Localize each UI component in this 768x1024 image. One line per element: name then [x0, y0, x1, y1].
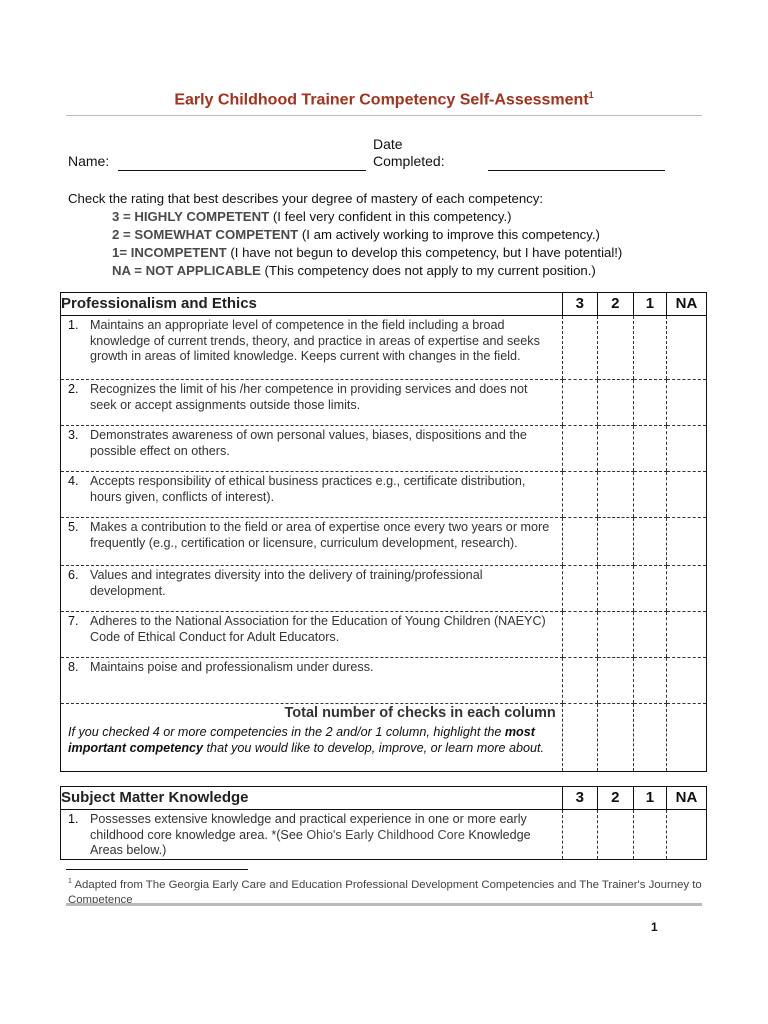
- instruction-text: Check the rating that best describes your degree of mastery of each competency:: [68, 191, 544, 206]
- name-field[interactable]: [118, 170, 366, 171]
- check-cell-1[interactable]: [633, 658, 666, 704]
- subject-matter-table: [60, 786, 707, 860]
- title-divider: [66, 115, 702, 116]
- competency-text: Values and integrates diversity into the delivery of training/professional development.: [90, 568, 483, 598]
- check-cell-3[interactable]: [562, 472, 597, 518]
- rating-2: 2 = SOMEWHAT COMPETENT (I am actively working to improve this competency.): [112, 227, 600, 242]
- check-cell-1[interactable]: [633, 612, 666, 658]
- col-header-3: 3: [562, 293, 597, 316]
- competency-text: Demonstrates awareness of own personal values, biases, dispositions and the possible effect on others.: [90, 428, 527, 458]
- check-cell-3[interactable]: [562, 518, 597, 566]
- table-row: 6. Values and integrates diversity into the delivery of training/professional development.: [61, 566, 707, 612]
- check-cell-2[interactable]: [597, 472, 633, 518]
- footnote: $^1$ Adapted from The Georgia Early Care and Education Professional Development Competencies and The Trainer's Journey to Competence: [68, 878, 702, 906]
- check-cell-3[interactable]: [562, 426, 597, 472]
- page-number: 1: [651, 920, 658, 934]
- check-cell-2[interactable]: [597, 566, 633, 612]
- check-cell-na[interactable]: [666, 810, 706, 860]
- professionalism-ethics-table: [60, 292, 707, 772]
- table-row: 8. Maintains poise and professionalism under duress.: [61, 658, 707, 704]
- check-cell-na[interactable]: [666, 472, 706, 518]
- date-label: Date: [373, 136, 403, 152]
- competency-text: Makes a contribution to the field or area of expertise once every two years or more frequently (e.g., certification or licensure, curriculum development, research).: [90, 520, 550, 550]
- check-cell-1[interactable]: [633, 426, 666, 472]
- competency-text: Possesses extensive knowledge and practical experience in one or more early childhood core knowledge area. *(See Ohio's Early Childhood Core Knowledge Areas below.): [90, 812, 531, 858]
- title-footnote-marker: 1: [588, 90, 594, 100]
- check-cell-2[interactable]: [597, 658, 633, 704]
- check-cell-1[interactable]: [633, 518, 666, 566]
- competency-text: Adheres to the National Association for the Education of Young Children (NAEYC) Code of Ethical Conduct for Adult Educators.: [90, 614, 546, 644]
- total-cell-3[interactable]: [562, 704, 597, 772]
- check-cell-2[interactable]: [597, 380, 633, 426]
- table-row: 4. Accepts responsibility of ethical business practices e.g., certificate distribution, hours given, conflicts of interest).: [61, 472, 707, 518]
- table-row: 1. Possesses extensive knowledge and practical experience in one or more early childhood core knowledge area. *(See Ohio's Early Childhood Core Knowledge Areas below.): [61, 810, 707, 860]
- total-cell-na[interactable]: [666, 704, 706, 772]
- total-row: [61, 704, 707, 772]
- competency-text: Maintains poise and professionalism under duress.: [90, 660, 374, 674]
- col-header-na: NA: [666, 293, 706, 316]
- check-cell-2[interactable]: [597, 810, 633, 860]
- competency-text: Accepts responsibility of ethical business practices e.g., certificate distribution, hours given, conflicts of interest).: [90, 474, 526, 504]
- check-cell-3[interactable]: [562, 316, 597, 380]
- col-header-1: 1: [633, 787, 666, 810]
- highlight-instruction: If you checked 4 or more competencies in the 2 and/or 1 column, highlight the most important competency that you would like to develop, improve, or learn more about.: [68, 724, 544, 755]
- rating-na: NA = NOT APPLICABLE (This competency does not apply to my current position.): [112, 263, 596, 278]
- check-cell-na[interactable]: [666, 518, 706, 566]
- table-row: 5. Makes a contribution to the field or area of expertise once every two years or more frequently (e.g., certification or licensure, curriculum development, research).: [61, 518, 707, 566]
- table-row: 2. Recognizes the limit of his /her competence in providing services and does not seek or accept assignments outside those limits.: [61, 380, 707, 426]
- name-label: Name:: [68, 153, 110, 169]
- col-header-2: 2: [597, 293, 633, 316]
- table-row: 7. Adheres to the National Association for the Education of Young Children (NAEYC) Code of Ethical Conduct for Adult Educators.: [61, 612, 707, 658]
- check-cell-na[interactable]: [666, 658, 706, 704]
- check-cell-2[interactable]: [597, 426, 633, 472]
- check-cell-3[interactable]: [562, 566, 597, 612]
- total-checks-label: Total number of checks in each column: [284, 705, 556, 721]
- competency-text: Maintains an appropriate level of competence in the field including a broad knowledge of current trends, theory, and practice in areas of expertise and seeks growth in areas of limited knowledge. Keeps current with changes in the field.: [90, 318, 540, 364]
- section-title-subject-matter: Subject Matter Knowledge: [61, 787, 563, 810]
- date-field[interactable]: [488, 170, 665, 171]
- table-row: 1. Maintains an appropriate level of competence in the field including a broad knowledge of current trends, theory, and practice in areas of expertise and seeks growth in areas of limited knowledge. Keeps current with changes in the field.: [61, 316, 707, 380]
- total-cell-2[interactable]: [597, 704, 633, 772]
- check-cell-na[interactable]: [666, 566, 706, 612]
- check-cell-1[interactable]: [633, 566, 666, 612]
- check-cell-1[interactable]: [633, 472, 666, 518]
- check-cell-3[interactable]: [562, 380, 597, 426]
- col-header-2: 2: [597, 787, 633, 810]
- check-cell-na[interactable]: [666, 426, 706, 472]
- rating-3: 3 = HIGHLY COMPETENT (I feel very confident in this competency.): [112, 209, 512, 224]
- core-knowledge-reference: Ohio's Early Childhood Core: [306, 827, 465, 842]
- check-cell-2[interactable]: [597, 518, 633, 566]
- total-cell-1[interactable]: [633, 704, 666, 772]
- check-cell-na[interactable]: [666, 380, 706, 426]
- check-cell-3[interactable]: [562, 612, 597, 658]
- col-header-na: NA: [666, 787, 706, 810]
- check-cell-3[interactable]: [562, 810, 597, 860]
- check-cell-na[interactable]: [666, 316, 706, 380]
- check-cell-2[interactable]: [597, 612, 633, 658]
- col-header-3: 3: [562, 787, 597, 810]
- check-cell-na[interactable]: [666, 612, 706, 658]
- check-cell-1[interactable]: [633, 316, 666, 380]
- competency-text: Recognizes the limit of his /her competence in providing services and does not seek or accept assignments outside those limits.: [90, 382, 528, 412]
- check-cell-3[interactable]: [562, 658, 597, 704]
- footer-divider: [66, 903, 702, 906]
- check-cell-2[interactable]: [597, 316, 633, 380]
- rating-1: 1= INCOMPETENT (I have not begun to develop this competency, but I have potential!): [112, 245, 623, 260]
- document-title: Early Childhood Trainer Competency Self-Assessment$^1$: [174, 90, 594, 109]
- check-cell-1[interactable]: [633, 810, 666, 860]
- table-row: 3. Demonstrates awareness of own personal values, biases, dispositions and the possible effect on others.: [61, 426, 707, 472]
- completed-label: Completed:: [373, 153, 445, 169]
- rating-instructions: [68, 190, 708, 280]
- col-header-1: 1: [633, 293, 666, 316]
- section-title-professionalism: Professionalism and Ethics: [61, 293, 563, 316]
- footnote-divider: [66, 869, 248, 870]
- check-cell-1[interactable]: [633, 380, 666, 426]
